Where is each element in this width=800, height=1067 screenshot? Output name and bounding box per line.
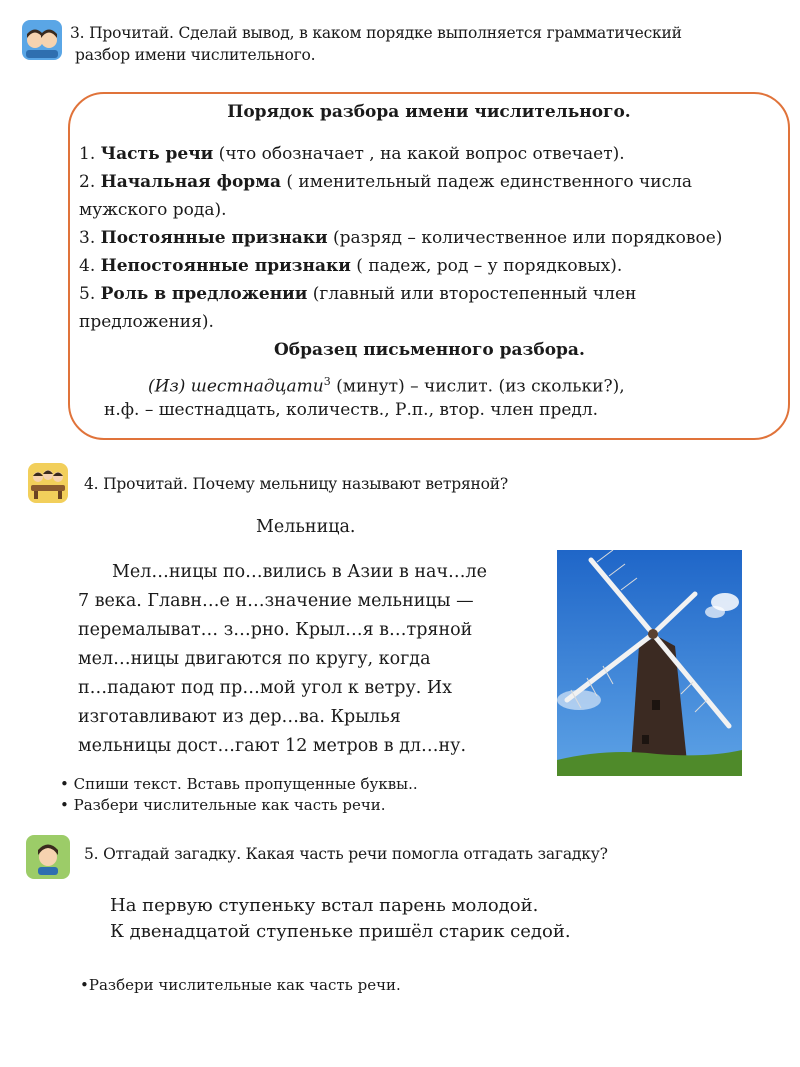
windmill-photo: [557, 550, 742, 776]
list-item: 2. Начальная форма ( именительный падеж единственного числа: [79, 172, 693, 192]
sample-title: Образец письменного разбора.: [274, 340, 585, 360]
story-line: перемалыват… з…рно. Крыл…я в…тряной: [78, 620, 473, 640]
list-item: 1. Часть речи (что обозначает , на какой вопрос отвечает).: [79, 144, 625, 164]
task3-instruction-line1: 3. Прочитай. Сделай вывод, в каком порядке выполняется грамматический: [70, 24, 682, 42]
task4-prompt: 4. Прочитай. Почему мельницу называют ветряной?: [84, 475, 509, 493]
list-item: предложения).: [79, 312, 214, 332]
riddle: [110, 893, 571, 945]
list-item: 3. Постоянные признаки (разряд – количественное или порядковое): [79, 228, 723, 248]
sample-line2: н.ф. – шестнадцать, количеств., Р.п., втор. член предл.: [104, 400, 599, 420]
riddle-line: На первую ступеньку встал парень молодой.: [110, 895, 539, 916]
list-item: • Разбери числительные как часть речи.: [60, 796, 386, 814]
parsing-order-title: Порядок разбора имени числительного.: [227, 102, 631, 122]
story-line: мел…ницы двигаются по кругу, когда: [78, 649, 431, 669]
individual-work-icon: [26, 835, 70, 879]
group-work-icon: [28, 463, 68, 503]
story-line: изготавливают из дер…ва. Крылья: [78, 707, 401, 727]
task5-bullet: •Разбери числительные как часть речи.: [80, 976, 401, 994]
task3-instruction-line2: разбор имени числительного.: [75, 46, 316, 64]
riddle-line: К двенадцатой ступеньке пришёл старик седой.: [110, 921, 571, 942]
task5-prompt: 5. Отгадай загадку. Какая часть речи помогла отгадать загадку?: [84, 845, 608, 863]
sample-line1: (Из) шестнадцати$^3$ (минут) – числит. (из скольки?),: [148, 375, 625, 397]
list-item: • Спиши текст. Вставь пропущенные буквы..: [60, 775, 418, 793]
list-item: 5. Роль в предложении (главный или второстепенный член: [79, 284, 637, 304]
parsing-order-list: [79, 140, 722, 336]
story-line: Мел…ницы по…вились в Азии в нач…ле: [112, 562, 488, 582]
pair-work-icon: [22, 20, 62, 60]
story-line: 7 века. Главн…е н…значение мельницы —: [78, 591, 474, 611]
story-text: [78, 558, 487, 761]
task4-bullets: [60, 774, 418, 816]
list-item: 4. Непостоянные признаки ( падеж, род – у порядковых).: [79, 256, 623, 276]
list-item: мужского рода).: [79, 200, 227, 220]
story-title: Мельница.: [256, 517, 356, 537]
story-line: п…падают под пр…мой угол к ветру. Их: [78, 678, 453, 698]
story-line: мельницы дост…гают 12 метров в дл…ну.: [78, 736, 467, 756]
